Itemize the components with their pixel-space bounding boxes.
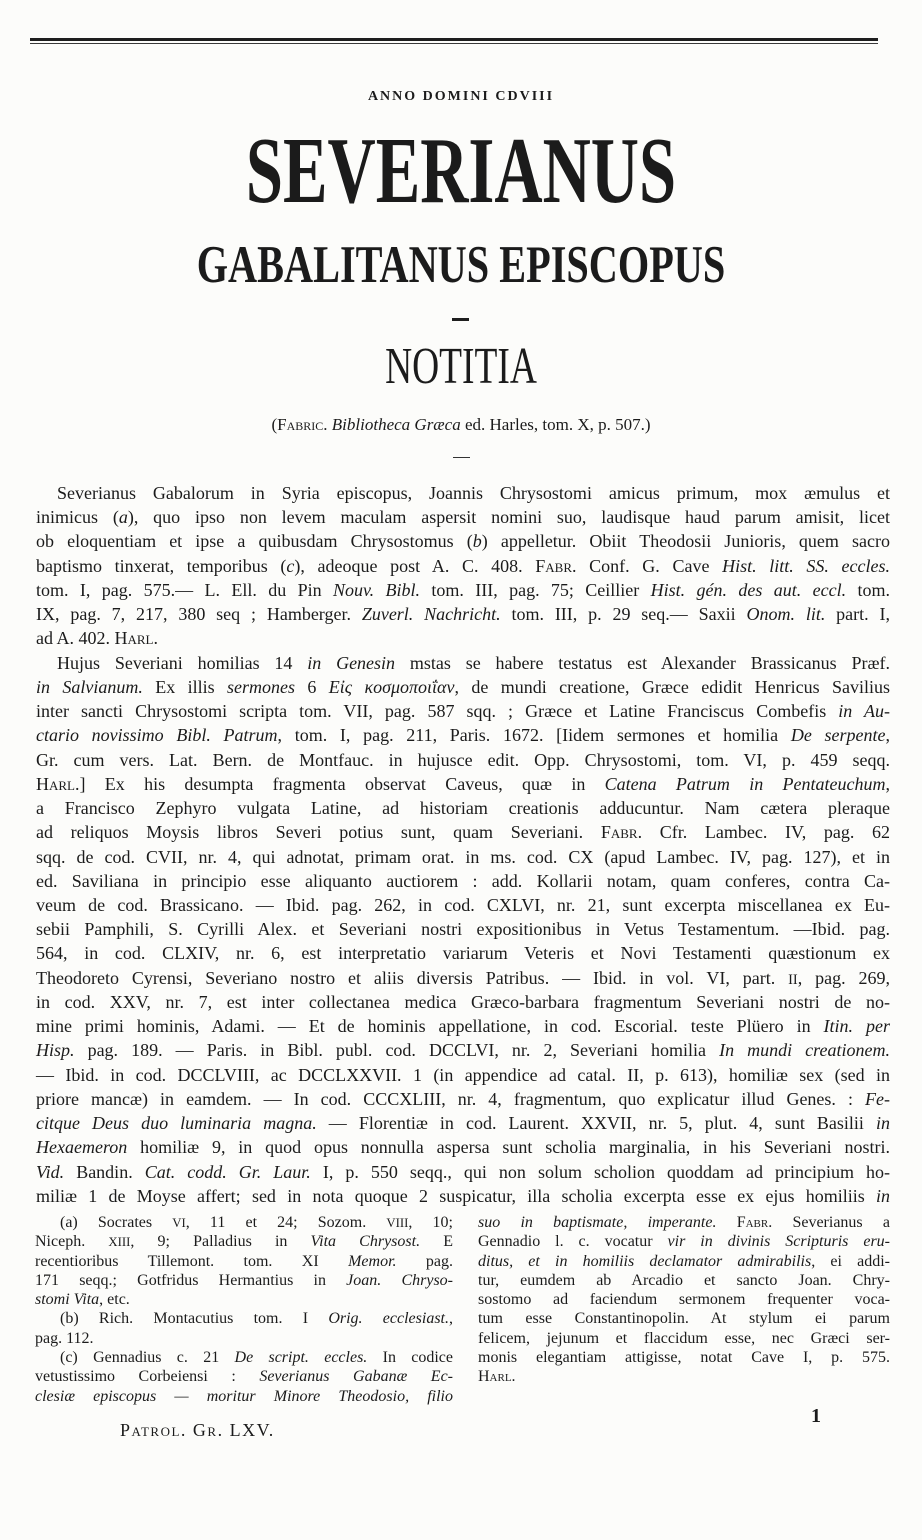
- text-run: , 9; Palladius in: [130, 1233, 311, 1251]
- text-line: [36, 505, 890, 529]
- italic-text: suo in baptismate, imperante.: [478, 1214, 717, 1231]
- text-line: [36, 1014, 890, 1038]
- italic-text: Onom. lit.: [746, 604, 826, 625]
- italic-text: De script. eccles.: [234, 1349, 368, 1367]
- text-run: E: [420, 1233, 454, 1251]
- text-run: Theodoreto Cyrensi, Severiano nostro et aliis diversis Patribus. — Ibid. in vol. VI, part.: [36, 967, 789, 988]
- title-divider: [452, 318, 469, 321]
- text-run: Niceph.: [35, 1233, 109, 1251]
- text-line: ed. Saviliana in principio esse aliquanto auctiorem : add. Kollarii notam, quam conferes, contra Ca-: [36, 870, 890, 891]
- text-line: [36, 820, 890, 844]
- footnote-line: pag. 112.: [35, 1329, 94, 1347]
- text-run: Ex illis: [142, 676, 228, 697]
- italic-text: Nouv. Bibl.: [332, 579, 420, 600]
- text-line: a Francisco Zephyro vulgata Latine, ad historiam creationis adducuntur. Nam cætera pleraque: [36, 798, 890, 819]
- text-line: [36, 554, 890, 578]
- footnote-line: monis elegantiam attigisse, notat Cave I, p. 575.: [478, 1349, 890, 1367]
- footnote-line: tur, eumdem ab Arcadio et sancto Joan. Chry-: [478, 1271, 890, 1289]
- footnote-line: [478, 1232, 890, 1251]
- text-run: , 10;: [408, 1214, 453, 1231]
- text-run: inimicus (: [36, 507, 119, 528]
- text-line: [36, 602, 890, 626]
- small-caps-text: Fabr.: [716, 1214, 773, 1231]
- text-line: in cod. XXV, nr. 7, est inter collectanea medica Græco-barbara fragmentum Severiani nostri de no-: [36, 991, 890, 1012]
- text-line: — Ibid. in cod. DCCLVIII, ac DCCLXXVII. 1 (in appendice ad catal. II, p. 613), homiliæ sex (sed in: [36, 1064, 890, 1085]
- italic-text: in: [875, 1113, 890, 1134]
- footnote-line: [35, 1387, 453, 1406]
- text-line: [36, 772, 890, 796]
- text-run: Cfr. Lambec. IV, pag. 62: [642, 822, 890, 843]
- paragraph: [36, 651, 890, 1208]
- small-numeral: XIII: [108, 1235, 131, 1250]
- text-run: tom. III, pag. 75; Ceillier: [419, 579, 651, 600]
- footnotes-left-column: [35, 1213, 453, 1406]
- text-line: [36, 529, 890, 553]
- footnote-line: felicem, jejunum et flaccidum esse, nec Græci ser-: [478, 1329, 890, 1347]
- italic-text: in Salvianum.: [36, 676, 143, 697]
- italic-text: Vita Chrysost.: [310, 1233, 421, 1251]
- section-title: NOTITIA: [385, 338, 537, 395]
- small-caps-text: Fabr.: [600, 822, 643, 843]
- small-caps-text: Fabr.: [535, 555, 577, 576]
- text-line: [36, 966, 890, 990]
- footnote-line: [35, 1290, 453, 1309]
- italic-text: ctario novissimo Bibl. Patrum: [36, 725, 278, 746]
- text-run: part. I,: [825, 604, 890, 625]
- text-run: ,: [885, 725, 890, 746]
- text-line: [36, 1184, 890, 1208]
- footnote-line: sostomo ad faciendum sermonem frequenter voca-: [478, 1291, 890, 1309]
- text-line: [36, 1135, 890, 1159]
- italic-text: in Genesin: [307, 652, 396, 673]
- footnotes-right-column: [478, 1213, 890, 1387]
- italic-text: vir in divinis Scripturis eru-: [667, 1233, 890, 1251]
- text-run: Bandin.: [64, 1161, 145, 1182]
- footnote-line: [35, 1232, 453, 1251]
- text-line: [36, 699, 890, 723]
- text-line: Severianus Gabalorum in Syria episcopus, Joannis Chrysostomi amicus primum, mox æmulus et: [57, 483, 890, 503]
- text-line: [36, 578, 890, 602]
- italic-text: De serpente: [790, 725, 886, 746]
- text-run: Gennadio l. c. vocatur: [478, 1233, 668, 1251]
- text-run: IX, pag. 7, 217, 380 seq ; Hamberger.: [36, 604, 362, 625]
- text-run: ), adeoque post A. C. 408.: [294, 555, 536, 576]
- author-subtitle: GABALITANUS EPISCOPUS: [196, 236, 726, 294]
- text-line: [36, 1111, 890, 1135]
- italic-text: stomi Vita: [35, 1291, 100, 1309]
- page-number: 1: [811, 1405, 821, 1427]
- text-run: I, p. 550 seqq., qui non solum scholion quoddam ad principium ho-: [310, 1161, 891, 1182]
- text-run: pag.: [396, 1252, 453, 1270]
- small-numeral: II: [788, 971, 798, 988]
- italic-text: Hist. litt. SS. eccles.: [722, 555, 891, 576]
- text-run: Conf. G. Cave: [576, 555, 723, 576]
- text-line: [36, 1087, 890, 1111]
- italic-text: Itin. per: [823, 1016, 890, 1037]
- italic-text: Catena Patrum in Pentateuchum: [604, 773, 886, 794]
- text-run: , 11 et 24; Sozom.: [185, 1214, 387, 1231]
- text-line: veum de cod. Brassicano. — Ibid. pag. 262, in cod. CXLVI, nr. 21, sunt excerpta miscellanea ex Eu-: [36, 894, 890, 915]
- text-run: inter sancti Chrysostomi scripta tom. VII, pag. 587 sqq. ; Græce et Latine Franciscus Combefis: [36, 701, 839, 722]
- italic-text: in Au-: [838, 701, 890, 722]
- text-run: ob eloquentiam et ipse a quibusdam Chrysostomus (: [36, 531, 473, 552]
- main-text: [36, 481, 890, 1208]
- footnote-line: [478, 1252, 890, 1271]
- text-run: — Florentiæ in cod. Laurent. XXVII, nr. 5, plut. 4, sunt Basilii: [316, 1113, 876, 1134]
- paragraph: [36, 481, 890, 651]
- footnote-line: [35, 1213, 453, 1232]
- text-run: pag. 189. — Paris. in Bibl. publ. cod. DCCLVI, nr. 2, Severiani homilia: [74, 1040, 720, 1061]
- text-run: 6: [295, 676, 329, 697]
- text-run: , etc.: [99, 1291, 130, 1309]
- text-run: ,: [885, 773, 890, 794]
- footnote-line: tum esse Constantinopolin. At stylum ei parum: [478, 1310, 890, 1328]
- italic-text: citque Deus duo luminaria magna.: [36, 1113, 317, 1134]
- footnote-line: [478, 1367, 890, 1386]
- text-line: 564, in cod. CLXIV, nr. 6, est interpretatio variarum Veteris et Novi Testamenti quæstionum ex: [36, 943, 890, 964]
- italic-text: Memor.: [348, 1252, 397, 1270]
- text-run: homiliæ 9, in quod opus nonnulla aspersa sunt scholia marginalia, in his Severiani nostri.: [127, 1137, 890, 1158]
- text-run: baptismo tinxerat, temporibus (: [36, 555, 287, 576]
- italic-text: in: [875, 1185, 890, 1206]
- text-run: recentioribus Tillemont. tom. XI: [35, 1252, 349, 1270]
- text-line: [36, 651, 890, 675]
- text-run: ,: [449, 1310, 453, 1328]
- text-run: tom. III, p. 29 seq.— Saxii: [500, 604, 747, 625]
- italic-text: Vid.: [36, 1161, 65, 1182]
- text-run: , pag. 269,: [797, 967, 890, 988]
- text-run: ] Ex his desumpta fragmenta observat Caveus, quæ in: [79, 773, 605, 794]
- text-line: Gr. cum vers. Lat. Bern. de Montfauc. in hujusce edit. Opp. Chrysostomi, tom. VI, p. 459 seqq.: [36, 749, 890, 770]
- italic-text: Hist. gén. des aut. eccl.: [650, 579, 847, 600]
- text-run: vetustissimo Corbeiensi :: [35, 1368, 260, 1386]
- italic-text: b: [472, 531, 482, 552]
- text-run: In codice: [367, 1349, 453, 1367]
- text-run: ) appelletur. Obiit Theodosii Junioris, quem sacro: [481, 531, 891, 552]
- small-caps-text: Harl.: [114, 628, 158, 649]
- text-run: Hujus Severiani homilias 14: [57, 652, 308, 673]
- signature-mark: Patrol. Gr. LXV.: [120, 1420, 275, 1440]
- text-run: tom. I, pag. 575.— L. Ell. du Pin: [36, 579, 333, 600]
- footnote-line: [35, 1348, 453, 1367]
- italic-text: Hisp.: [36, 1040, 75, 1061]
- top-rule: [30, 38, 878, 41]
- text-run: Severianus a: [772, 1214, 890, 1231]
- small-caps-text: Harl.: [478, 1368, 516, 1386]
- italic-text: sermones: [227, 676, 296, 697]
- text-run: tom.: [846, 579, 890, 600]
- italic-text: a: [118, 507, 128, 528]
- source-citation: [0, 414, 922, 436]
- section-divider: [453, 457, 470, 458]
- text-run: (a) Socrates: [60, 1214, 173, 1231]
- italic-text: Bibliotheca Græca: [327, 415, 461, 434]
- small-numeral: VIII: [386, 1216, 409, 1230]
- text-run: ed. Harles, tom. X, p. 507.): [460, 415, 651, 434]
- italic-text: c: [286, 555, 295, 576]
- text-run: , ei addi-: [811, 1252, 890, 1270]
- footnote-line: [478, 1213, 890, 1232]
- italic-text: Fe-: [865, 1088, 890, 1109]
- italic-text: In mundi creationem.: [719, 1040, 890, 1061]
- text-run: ), quo ipso non levem maculam aspersit nomini suo, laudisque haud parum amisit, licet: [127, 507, 890, 528]
- italic-text: Joan. Chryso-: [346, 1271, 454, 1289]
- footnote-line: [35, 1367, 453, 1386]
- text-line: [36, 675, 890, 699]
- italic-text: Zuverl. Nachricht.: [361, 604, 501, 625]
- footnote-line: [35, 1252, 453, 1271]
- text-line: [36, 1038, 890, 1062]
- italic-text: Severianus Gabanæ Ec-: [259, 1368, 453, 1386]
- small-caps-text: Fabric.: [277, 415, 328, 434]
- text-run: miliæ 1 de Moyse affert; sed in nota quoque 2 suspicatur, illa scholia excerpta esse ex ejus homiliis: [36, 1185, 876, 1206]
- italic-text: clesiæ episcopus — moritur Minore Theodosio, filio: [35, 1387, 453, 1405]
- author-title: SEVERIANUS: [245, 119, 677, 223]
- small-caps-text: Harl.: [36, 773, 80, 794]
- italic-text: Cat. codd. Gr. Laur.: [144, 1161, 311, 1182]
- text-line: [36, 723, 890, 747]
- italic-text: Εἰς κοσμοποιΐαν: [328, 676, 455, 697]
- text-run: , de mundi creatione, Græce edidit Henricus Savilius: [454, 676, 891, 697]
- footnote-line: [35, 1271, 453, 1290]
- small-numeral: VI: [172, 1216, 186, 1230]
- text-run: priore mancæ) in eamdem. — In cod. CCCXLIII, nr. 4, fragmentum, quo explicatur illud Genes. :: [36, 1088, 866, 1109]
- text-run: , tom. I, pag. 211, Paris. 1672. [Iidem sermones et homilia: [277, 725, 791, 746]
- italic-text: ditus, et in homiliis declamator admirabilis: [478, 1252, 812, 1270]
- text-run: mine primi hominis, Adami. — Et de hominis appellatione, in cod. Escorial. teste Plüero in: [36, 1016, 824, 1037]
- text-line: [36, 1160, 890, 1184]
- text-line: sqq. de cod. CVII, nr. 4, qui adnotat, primam orat. in ms. cod. CX (apud Lambec. IV, pag. 127), et in: [36, 846, 890, 867]
- text-run: (: [271, 415, 278, 434]
- text-line: sebii Pamphili, S. Cyrilli Alex. et Severiani nostri expositionibus in Vetus Testamentum. —Ibid. pag.: [36, 919, 890, 940]
- text-run: 171 seqq.; Gotfridus Hermantius in: [35, 1271, 347, 1289]
- italic-text: Hexaemeron: [36, 1137, 128, 1158]
- year-heading: ANNO DOMINI CDVIII: [367, 89, 555, 104]
- text-run: (b) Rich. Montacutius tom. I: [60, 1310, 329, 1328]
- top-rule-thin: [30, 43, 878, 44]
- text-run: ad reliquos Moysis libros Severi potius sunt, quam Severiani.: [36, 822, 601, 843]
- italic-text: Orig. ecclesiast.: [328, 1310, 449, 1328]
- text-run: (c) Gennadius c. 21: [60, 1349, 235, 1367]
- footnote-line: [35, 1309, 453, 1328]
- text-line: [36, 626, 890, 650]
- text-run: ad A. 402.: [36, 628, 115, 649]
- text-run: mstas se habere testatus est Alexander Brassicanus Præf.: [395, 652, 891, 673]
